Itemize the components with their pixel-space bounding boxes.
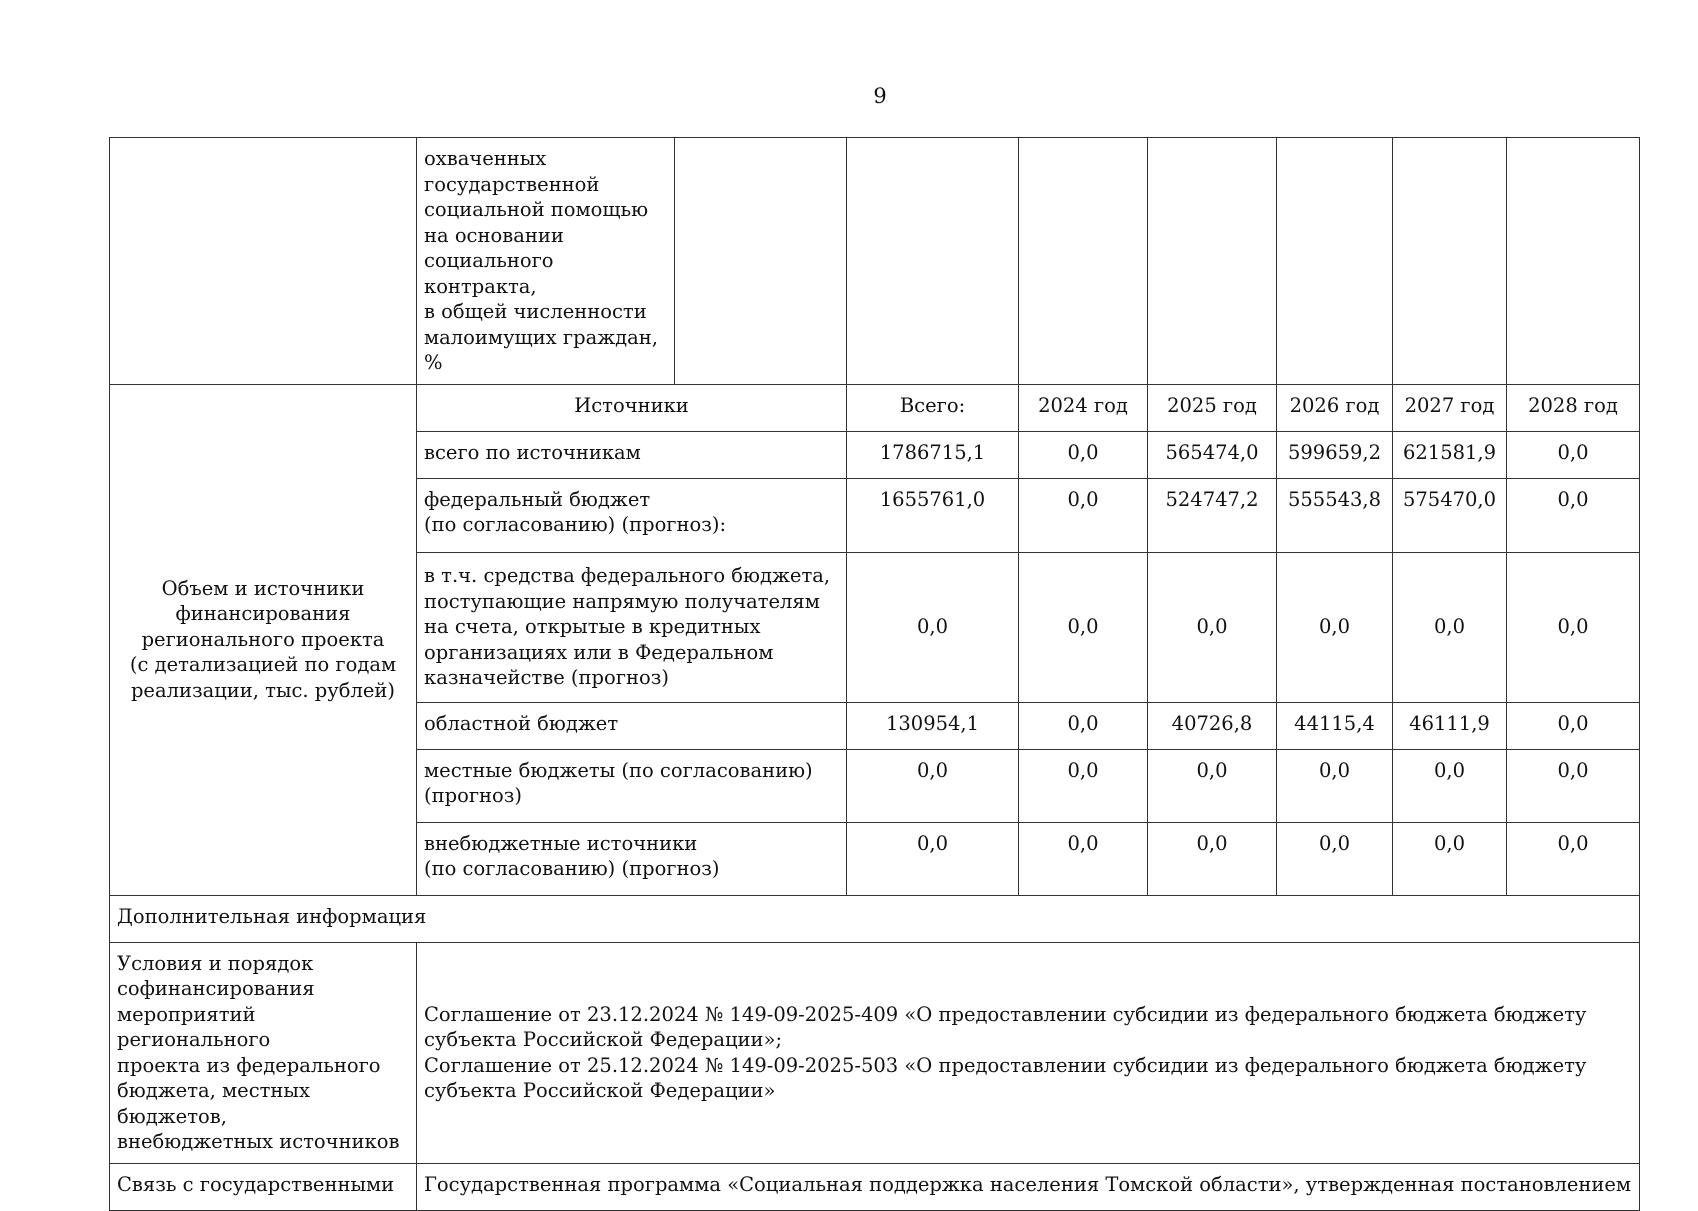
indicator-empty-cell: [110, 138, 417, 385]
value-2026: 555543,8: [1277, 478, 1393, 552]
value-2025: 524747,2: [1148, 478, 1277, 552]
value-2028: 0,0: [1507, 552, 1640, 702]
value-2024: 0,0: [1019, 431, 1148, 478]
header-2027: 2027 год: [1393, 384, 1507, 431]
indicator-row: [110, 138, 1640, 385]
value-total: 1655761,0: [847, 478, 1019, 552]
value-2024: 0,0: [1019, 822, 1148, 895]
value-2027: 0,0: [1393, 552, 1507, 702]
indicator-empty-cell: [1393, 138, 1507, 385]
indicator-name: охваченных государственной социальной помощью на основании социального контракта, в общей численности малоимущих граждан, %: [417, 138, 675, 385]
source-label: областной бюджет: [417, 702, 847, 749]
indicator-empty-cell: [1148, 138, 1277, 385]
additional-info-row: [110, 895, 1640, 942]
value-2025: 0,0: [1148, 552, 1277, 702]
project-passport-table: [109, 137, 1640, 1211]
financing-header-row: [110, 384, 1640, 431]
value-2026: 0,0: [1277, 552, 1393, 702]
value-2026: 44115,4: [1277, 702, 1393, 749]
value-2027: 0,0: [1393, 749, 1507, 822]
value-2026: 0,0: [1277, 749, 1393, 822]
value-2028: 0,0: [1507, 702, 1640, 749]
header-sources: Источники: [417, 384, 847, 431]
indicator-empty-cell: [1019, 138, 1148, 385]
value-2028: 0,0: [1507, 431, 1640, 478]
source-label: федеральный бюджет (по согласованию) (прогноз):: [417, 478, 847, 552]
value-2025: 565474,0: [1148, 431, 1277, 478]
source-label: в т.ч. средства федерального бюджета, поступающие напрямую получателям на счета, открытые в кредитных организациях или в Федеральном казначействе (прогноз): [417, 552, 847, 702]
header-2025: 2025 год: [1148, 384, 1277, 431]
value-2024: 0,0: [1019, 552, 1148, 702]
value-2026: 0,0: [1277, 822, 1393, 895]
links-row: [110, 1163, 1640, 1210]
page-number: 9: [873, 84, 887, 108]
value-2028: 0,0: [1507, 478, 1640, 552]
indicator-empty-cell: [675, 138, 847, 385]
links-text: Государственная программа «Социальная поддержка населения Томской области», утвержденная постановлением: [417, 1163, 1640, 1210]
cofinancing-text: Соглашение от 23.12.2024 № 149-09-2025-409 «О предоставлении субсидии из федерального бюджета бюджету субъекта Российской Федерации»; Соглашение от 25.12.2024 № 149-09-2025-503 «О предоставлении субсидии из федерального бюджета бюджету субъекта Российской Федерации»: [417, 942, 1640, 1163]
value-total: 0,0: [847, 822, 1019, 895]
value-2027: 575470,0: [1393, 478, 1507, 552]
value-2024: 0,0: [1019, 478, 1148, 552]
cofinancing-row: [110, 942, 1640, 1163]
value-total: 130954,1: [847, 702, 1019, 749]
header-2028: 2028 год: [1507, 384, 1640, 431]
financing-label: Объем и источники финансирования регионального проекта (с детализацией по годам реализации, тыс. рублей): [110, 384, 417, 895]
value-2027: 46111,9: [1393, 702, 1507, 749]
value-2025: 40726,8: [1148, 702, 1277, 749]
indicator-empty-cell: [1507, 138, 1640, 385]
value-2024: 0,0: [1019, 749, 1148, 822]
indicator-empty-cell: [1277, 138, 1393, 385]
cofinancing-label: Условия и порядок софинансирования мероприятий регионального проекта из федерального бюджета, местных бюджетов, внебюджетных источников: [110, 942, 417, 1163]
value-2026: 599659,2: [1277, 431, 1393, 478]
header-2026: 2026 год: [1277, 384, 1393, 431]
value-total: 0,0: [847, 749, 1019, 822]
additional-info-heading: Дополнительная информация: [110, 895, 1640, 942]
indicator-empty-cell: [847, 138, 1019, 385]
value-2028: 0,0: [1507, 822, 1640, 895]
header-total: Всего:: [847, 384, 1019, 431]
source-label: внебюджетные источники (по согласованию) (прогноз): [417, 822, 847, 895]
value-2028: 0,0: [1507, 749, 1640, 822]
value-total: 0,0: [847, 552, 1019, 702]
value-2025: 0,0: [1148, 749, 1277, 822]
links-label: Связь с государственными: [110, 1163, 417, 1210]
value-total: 1786715,1: [847, 431, 1019, 478]
value-2027: 621581,9: [1393, 431, 1507, 478]
value-2024: 0,0: [1019, 702, 1148, 749]
source-label: местные бюджеты (по согласованию) (прогноз): [417, 749, 847, 822]
value-2027: 0,0: [1393, 822, 1507, 895]
header-2024: 2024 год: [1019, 384, 1148, 431]
value-2025: 0,0: [1148, 822, 1277, 895]
source-label: всего по источникам: [417, 431, 847, 478]
